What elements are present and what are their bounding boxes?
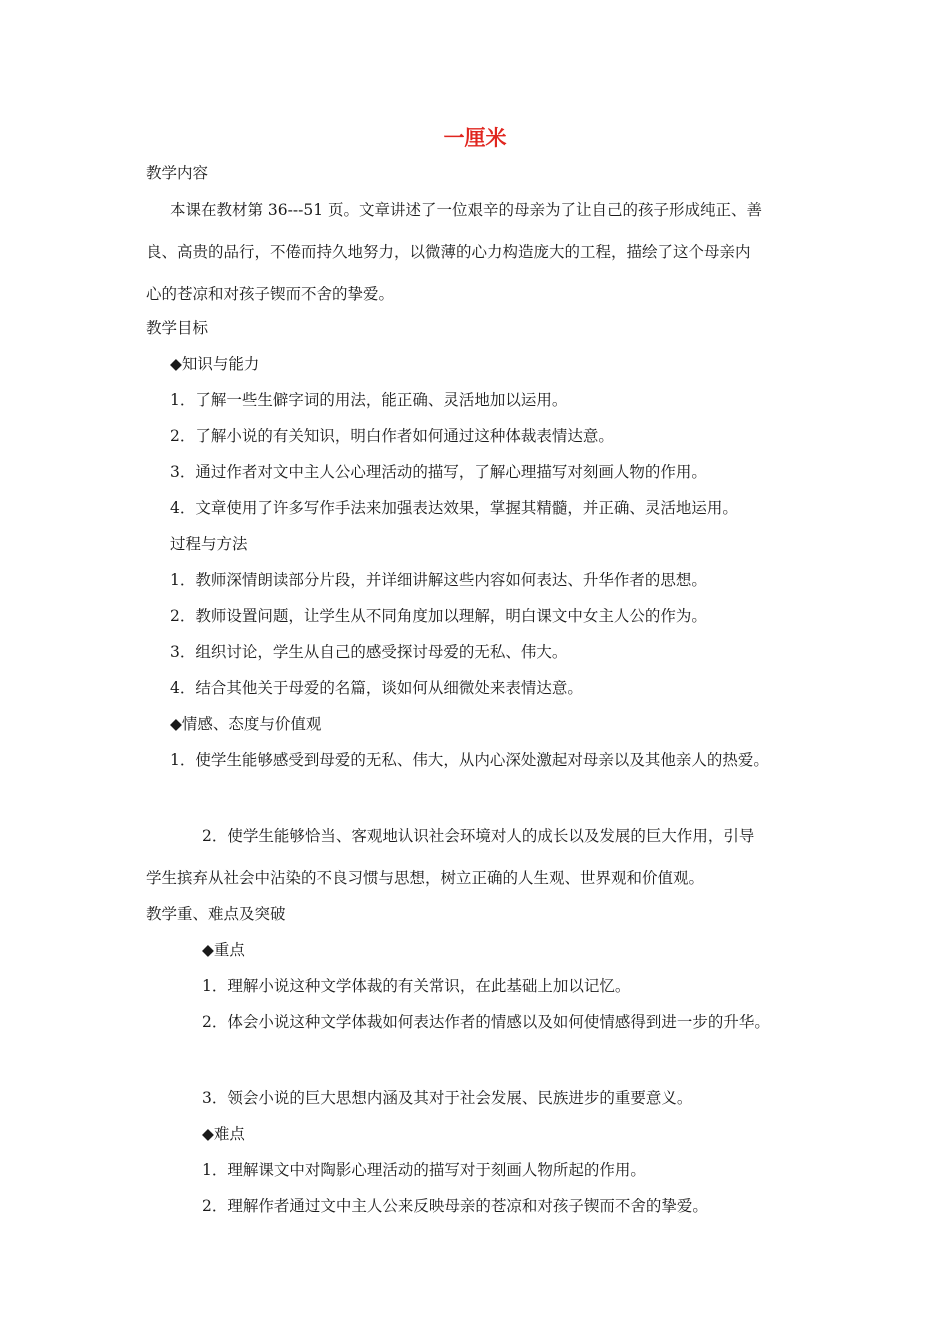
- list-item: 2．了解小说的有关知识，明白作者如何通过这种体裁表情达意。: [170, 427, 614, 445]
- subheading-difficulty: ◆难点: [202, 1125, 245, 1143]
- list-item: 4．结合其他关于母爱的名篇，谈如何从细微处来表情达意。: [170, 679, 583, 697]
- list-item: 1．教师深情朗读部分片段，并详细讲解这些内容如何表达、升华作者的思想。: [170, 571, 707, 589]
- section-heading-content: 教学内容: [146, 164, 209, 182]
- list-item: 3．领会小说的巨大思想内涵及其对于社会发展、民族进步的重要意义。: [202, 1089, 693, 1107]
- content-paragraph-line-3: 心的苍凉和对孩子锲而不舍的挚爱。: [146, 285, 395, 303]
- subheading-process: 过程与方法: [170, 535, 248, 553]
- document-title: 一厘米: [443, 126, 507, 150]
- subheading-focus: ◆重点: [202, 941, 245, 959]
- section-heading-goals: 教学目标: [146, 319, 209, 337]
- section-heading-key-points: 教学重、难点及突破: [146, 905, 286, 923]
- list-item: 3．组织讨论，学生从自己的感受探讨母爱的无私、伟大。: [170, 643, 568, 661]
- list-item: 2．体会小说这种文学体裁如何表达作者的情感以及如何使情感得到进一步的升华。: [202, 1013, 770, 1031]
- list-item: 1．理解课文中对陶影心理活动的描写对于刻画人物所起的作用。: [202, 1161, 646, 1179]
- list-item: 4．文章使用了许多写作手法来加强表达效果，掌握其精髓，并正确、灵活地运用。: [170, 499, 738, 517]
- list-item: 3．通过作者对文中主人公心理活动的描写，了解心理描写对刻画人物的作用。: [170, 463, 707, 481]
- list-item: 2．教师设置问题，让学生从不同角度加以理解，明白课文中女主人公的作为。: [170, 607, 707, 625]
- list-item-continuation: 学生摈弃从社会中沾染的不良习惯与思想，树立正确的人生观、世界观和价值观。: [146, 869, 705, 887]
- list-item: 1．理解小说这种文学体裁的有关常识，在此基础上加以记忆。: [202, 977, 631, 995]
- list-item: 1．使学生能够感受到母爱的无私、伟大，从内心深处激起对母亲以及其他亲人的热爱。: [170, 751, 769, 769]
- subheading-emotion: ◆情感、态度与价值观: [170, 715, 322, 733]
- list-item: 1．了解一些生僻字词的用法，能正确、灵活地加以运用。: [170, 391, 568, 409]
- list-item: 2．使学生能够恰当、客观地认识社会环境对人的成长以及发展的巨大作用，引导: [202, 827, 755, 845]
- content-paragraph-line-2: 良、高贵的品行，不倦而持久地努力，以微薄的心力构造庞大的工程，描绘了这个母亲内: [146, 243, 751, 261]
- content-paragraph-line-1: 本课在教材第 36---51 页。文章讲述了一位艰辛的母亲为了让自己的孩子形成纯正、善: [170, 201, 763, 219]
- list-item: 2．理解作者通过文中主人公来反映母亲的苍凉和对孩子锲而不舍的挚爱。: [202, 1197, 708, 1215]
- subheading-knowledge: ◆知识与能力: [170, 355, 260, 373]
